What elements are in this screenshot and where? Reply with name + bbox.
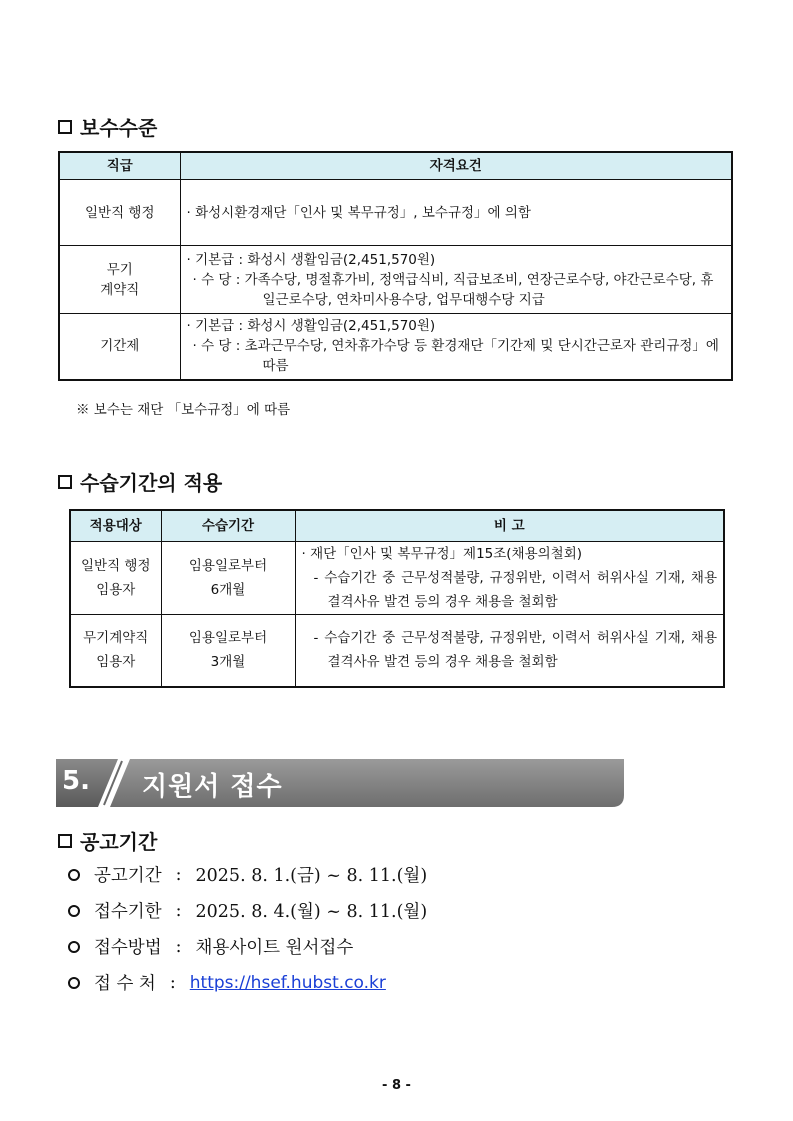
list-item: 접수기한 : 2025. 8. 4.(월) ~ 8. 11.(월): [68, 898, 427, 923]
probation-header-target: 적용대상: [70, 510, 161, 542]
section-title: 지원서 접수: [142, 772, 283, 802]
list-item: 접 수 처 : https://hsef.hubst.co.kr: [68, 970, 386, 995]
probation-table: [69, 509, 725, 688]
page-number: - 8 -: [382, 1078, 411, 1093]
salary-detail-cell: · 기본급 : 화성시 생활임금(2,451,570원) · 수 당 : 초과근무수당, 연차휴가수당 등 환경재단「기간제 및 단시간근로자 관리규정」에 따름: [180, 314, 732, 380]
probation-period-cell: 임용일로부터 6개월: [161, 542, 295, 615]
application-site-link[interactable]: https://hsef.hubst.co.kr: [189, 972, 386, 993]
circle-bullet-icon: [68, 941, 80, 953]
salary-header-grade: 직급: [59, 152, 180, 180]
checkbox-square-icon: [58, 120, 72, 134]
announce-section-title: 공고기간: [58, 826, 157, 855]
salary-table: [58, 151, 733, 381]
probation-remarks-cell: - 수습기간 중 근무성적불량, 규정위반, 이력서 허위사실 기재, 채용결격사유 발견 등의 경우 채용을 철회함: [295, 615, 724, 687]
list-item: 접수방법 : 채용사이트 원서접수: [68, 934, 353, 959]
salary-grade-cell: 일반직 행정: [59, 180, 180, 246]
checkbox-square-icon: [58, 475, 72, 489]
probation-period-cell: 임용일로부터 3개월: [161, 615, 295, 687]
circle-bullet-icon: [68, 977, 80, 989]
probation-target-cell: 일반직 행정 임용자: [70, 542, 161, 615]
table-row: [70, 615, 724, 687]
checkbox-square-icon: [58, 834, 72, 848]
salary-grade-cell: 무기 계약직: [59, 246, 180, 314]
salary-section-title: 보수수준: [58, 112, 157, 141]
probation-header-remarks: 비 고: [295, 510, 724, 542]
table-row: [59, 246, 732, 314]
probation-target-cell: 무기계약직 임용자: [70, 615, 161, 687]
section-5-banner: [56, 759, 624, 807]
list-item: 공고기간 : 2025. 8. 1.(금) ~ 8. 11.(월): [68, 862, 427, 887]
salary-grade-cell: 기간제: [59, 314, 180, 380]
circle-bullet-icon: [68, 869, 80, 881]
salary-note: ※ 보수는 재단 「보수규정」에 따름: [76, 402, 291, 418]
circle-bullet-icon: [68, 905, 80, 917]
probation-header-period: 수습기간: [161, 510, 295, 542]
table-row: [59, 314, 732, 380]
probation-remarks-cell: · 재단「인사 및 복무규정」제15조(채용의철회) - 수습기간 중 근무성적불량, 규정위반, 이력서 허위사실 기재, 채용결격사유 발견 등의 경우 채용을 철회함: [295, 542, 724, 615]
salary-detail-cell: · 화성시환경재단「인사 및 복무규정」, 보수규정」에 의함: [180, 180, 732, 246]
section-number: 5.: [62, 766, 90, 796]
table-row: [70, 542, 724, 615]
salary-detail-cell: · 기본급 : 화성시 생활임금(2,451,570원) · 수 당 : 가족수당, 명절휴가비, 정액급식비, 직급보조비, 연장근로수당, 야간근로수당, 휴일근로수당, 연차미사용수당, 업무대행수당 지급: [180, 246, 732, 314]
table-row: [59, 180, 732, 246]
salary-header-requirements: 자격요건: [180, 152, 732, 180]
probation-section-title: 수습기간의 적용: [58, 467, 222, 496]
